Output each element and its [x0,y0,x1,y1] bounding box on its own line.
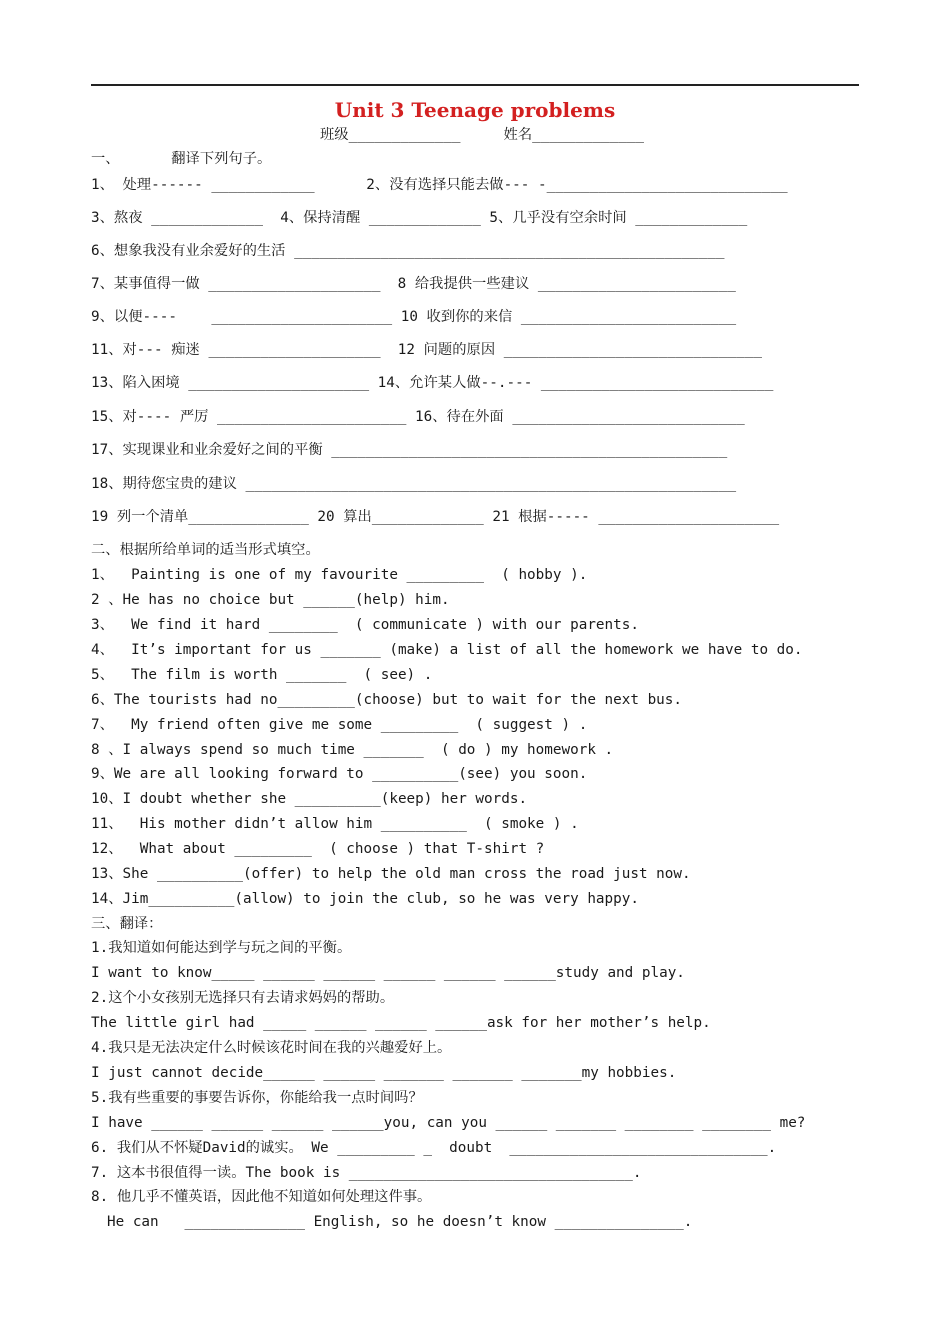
s2-line: 11、 His mother didn’t allow him __________ ( smoke ) . [91,816,579,832]
class-name-fields: 班级_____________ 姓名_____________ [320,127,645,143]
s2-line: 14、Jim__________(allow) to join the club, so he was very happy. [91,891,639,907]
s3-line: 8. 他几乎不懂英语，因此他不知道如何处理这件事。 [91,1189,432,1205]
s2-line: 9、We are all looking forward to __________(see) you soon. [91,766,588,782]
page-title: Unit 3 Teenage problems [334,98,616,122]
s2-line: 7、 My friend often give me some _________ ( suggest ) . [91,717,588,733]
s2-line: 13、She __________(offer) to help the old man cross the road just now. [91,866,691,882]
s3-line: I have ______ ______ ______ ______you, can you ______ _______ ________ ________ me? [91,1115,806,1131]
s1-line: 1、 处理------ ____________ 2、没有选择只能去做--- -____________________________ [91,177,788,193]
s2-line: 12、 What about _________ ( choose ) that T-shirt ? [91,841,545,857]
s3-line: I just cannot decide______ ______ _______ _______ _______my hobbies. [91,1065,677,1081]
s2-line: 3、 We find it hard ________ ( communicate ) with our parents. [91,617,639,633]
section3-heading: 三、翻译： [91,916,163,932]
s1-line: 18、期待您宝贵的建议 _________________________________________________________ [91,476,737,492]
s3-line: 5.我有些重要的事要告诉你，你能给我一点时间吗？ [91,1090,423,1106]
s1-line: 6、想象我没有业余爱好的生活 __________________________________________________ [91,243,725,259]
s1-line: 11、对--- 痴迷 ____________________ 12 问题的原因 ______________________________ [91,342,762,358]
s3-line: 7. 这本书很值得一读。The book is _________________________________. [91,1165,642,1181]
s2-line: 4、 It’s important for us _______ (make) a list of all the homework we have to do. [91,642,803,658]
s2-line: 2 、He has no choice but ______(help) him. [91,592,450,608]
s3-line: He can ______________ English, so he doesn’t know _______________. [107,1214,693,1230]
s2-line: 1、 Painting is one of my favourite _________ ( hobby ). [91,567,588,583]
section2-heading: 二、根据所给单词的适当形式填空。 [91,542,320,558]
s1-line: 13、陷入困境 _____________________ 14、允许某人做--.--- ___________________________ [91,375,774,391]
s1-line: 9、以便---- _____________________ 10 收到你的来信 _________________________ [91,309,737,325]
s3-line: I want to know_____ ______ ______ ______ ______ ______study and play. [91,965,685,981]
s2-line: 8 、I always spend so much time _______ ( do ) my homework . [91,742,614,758]
s3-line: 1.我知道如何能达到学与玩之间的平衡。 [91,940,352,956]
s3-line: The little girl had _____ ______ ______ ______ask for her mother’s help. [91,1015,711,1031]
s2-line: 10、I doubt whether she __________(keep) her words. [91,791,528,807]
s2-line: 6、The tourists had no_________(choose) but to wait for the next bus. [91,692,682,708]
s3-line: 6. 我们从不怀疑David的诚实。 We _________ _ doubt ______________________________. [91,1140,777,1156]
top-rule [91,84,859,86]
s1-line: 17、实现课业和业余爱好之间的平衡 ______________________________________________ [91,442,728,458]
s2-line: 5、 The film is worth _______ ( see) . [91,667,433,683]
s3-line: 2.这个小女孩别无选择只有去请求妈妈的帮助。 [91,990,395,1006]
s1-line: 7、某事值得一做 ____________________ 8 给我提供一些建议 _______________________ [91,276,736,292]
section1-heading: 一、 翻译下列句子。 [91,151,272,167]
s1-line: 15、对---- 严厉 ______________________ 16、待在外面 ___________________________ [91,409,745,425]
s3-line: 4.我只是无法决定什么时候该花时间在我的兴趣爱好上。 [91,1040,452,1056]
s1-line: 19 列一个清单______________ 20 算出_____________ 21 根据----- _____________________ [91,509,780,525]
s1-line: 3、熬夜 _____________ 4、保持清醒 _____________ 5、几乎没有空余时间 _____________ [91,210,748,226]
